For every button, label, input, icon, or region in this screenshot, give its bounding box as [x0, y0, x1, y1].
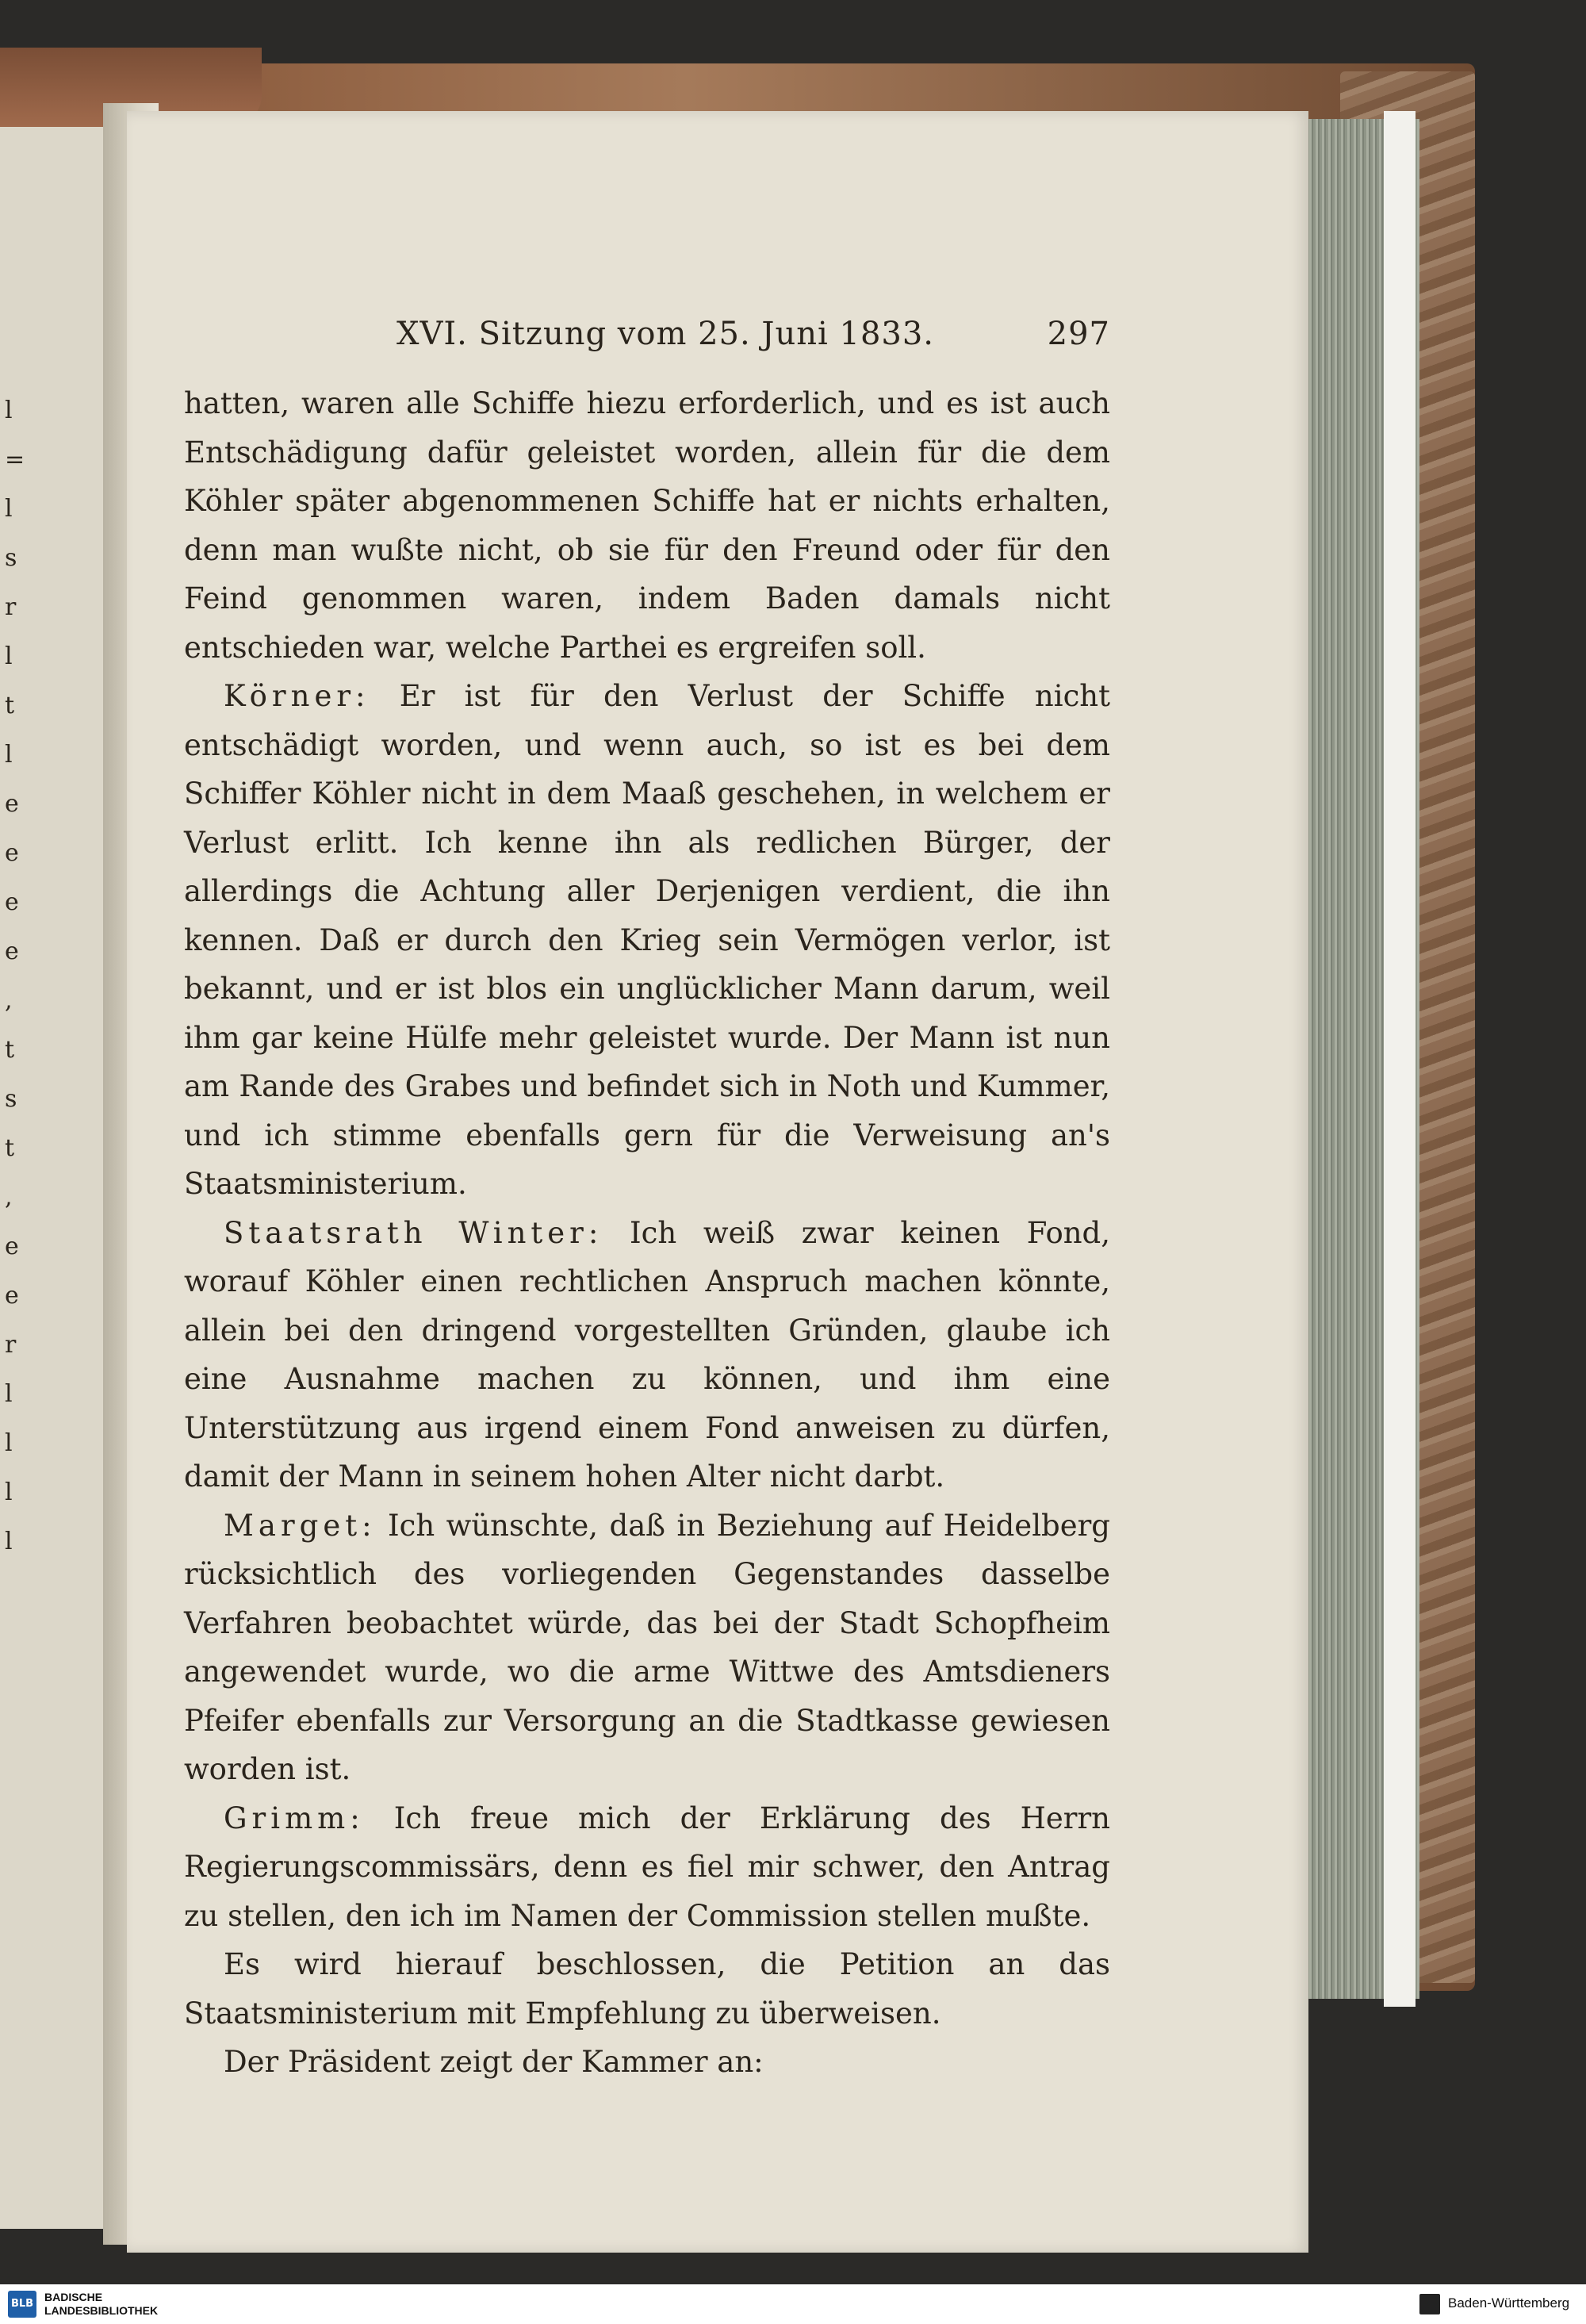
- speaker-name: Körner:: [224, 679, 370, 713]
- left-page-fragment: e: [5, 1233, 19, 1260]
- left-page-fragment: l: [5, 495, 13, 523]
- left-page-fragment: l: [5, 1528, 13, 1555]
- left-page-fragment: l: [5, 642, 13, 670]
- page-body-text: [184, 379, 1110, 2087]
- paragraph-text: Ich wünschte, daß in Beziehung auf Heidelberg rücksichtlich des vorliegenden Gegenstandes dasselbe Verfahren beobachtet würde, das bei der Stadt Schopfheim angewendet wurde, wo die arme Wittwe des Amtsdieners Pfeifer ebenfalls zur Versorgung an die Stadtkasse gewiesen worden ist.: [184, 1508, 1110, 1786]
- left-page-fragment: e: [5, 938, 19, 965]
- left-page-fragment: l: [5, 1380, 13, 1408]
- left-page-fragment: t: [5, 1036, 15, 1064]
- left-page-fragment: l: [5, 397, 13, 424]
- left-page-fragment: e: [5, 888, 19, 916]
- left-page-fragment: r: [5, 1331, 17, 1359]
- running-header: [396, 316, 1110, 363]
- paragraph-text: Er ist für den Verlust der Schiffe nicht entschädigt worden, und wenn auch, so ist es bei dem Schiffer Köhler nicht in dem Maaß geschehen, in welchem er Verlust erlitt. Ich kenne ihn als redlichen Bürger, der allerdings die Achtung aller Derjenigen verdient, die ihn kennen. Daß er durch den Krieg sein Vermögen verlor, ist bekannt, und er ist blos ein unglücklicher Mann darum, weil ihm gar keine Hülfe mehr geleistet wurde. Der Mann ist nun am Rande des Grabes und befindet sich in Noth und Kummer, und ich stimme ebenfalls gern für die Verweisung an's Staatsministerium.: [184, 679, 1110, 1201]
- paragraph-text: Der Präsident zeigt der Kammer an:: [224, 2045, 764, 2079]
- left-page-fragment: e: [5, 839, 19, 867]
- left-page-fragment: e: [5, 1282, 19, 1310]
- left-page-fragment: ,: [5, 987, 13, 1014]
- viewer-footer: [0, 2284, 1586, 2324]
- paragraph-text: Ich freue mich der Erklärung des Herrn Regierungscommissärs, denn es fiel mir schwer, den Antrag zu stellen, den ich im Namen der Commission stellen mußte.: [184, 1801, 1110, 1933]
- left-page-fragment: s: [5, 544, 17, 572]
- left-page-fragment: r: [5, 593, 17, 621]
- baden-wuerttemberg-label: Baden-Württemberg: [1448, 2295, 1570, 2311]
- paragraph: [184, 672, 1110, 1209]
- blb-name: [44, 2291, 158, 2318]
- baden-wuerttemberg-logo-icon: [1419, 2294, 1440, 2314]
- paragraph-text: hatten, waren alle Schiffe hiezu erforderlich, und es ist auch Entschädigung dafür geleistet worden, allein für die dem Köhler später abgenommenen Schiffe hat er nichts erhalten, denn man wußte nicht, ob sie für den Freund oder für den Feind genommen waren, indem Baden damals nicht entschieden war, welche Parthei es ergreifen soll.: [184, 386, 1110, 665]
- blb-name-line1: BADISCHE: [44, 2291, 103, 2303]
- left-page-fragment: l: [5, 1478, 13, 1506]
- left-page-fragment: =: [5, 446, 25, 474]
- left-page-fragment: s: [5, 1085, 17, 1113]
- speaker-name: Marget:: [224, 1508, 377, 1543]
- left-page-fragment: ,: [5, 1183, 13, 1211]
- paragraph: [184, 2038, 1110, 2087]
- paragraph-text: Ich weiß zwar keinen Fond, worauf Köhler einen rechtlichen Anspruch machen könnte, allein bei den dringend vorgestellten Gründen, glaube ich eine Ausnahme machen zu können, und ihm eine Unterstützung aus irgend einem Fond anweisen zu dürfen, damit der Mann in seinem hohen Alter nicht darbt.: [184, 1215, 1110, 1494]
- left-page-fragment: l: [5, 1429, 13, 1457]
- left-page-fragment: l: [5, 741, 13, 769]
- paragraph: [184, 379, 1110, 672]
- left-page-fragment: e: [5, 790, 19, 818]
- paragraph: [184, 1501, 1110, 1794]
- page-number: 297: [1047, 316, 1110, 352]
- endpaper-strip: [1384, 111, 1416, 2007]
- speaker-name: Staatsrath Winter:: [224, 1215, 603, 1250]
- header-title: XVI. Sitzung vom 25. Juni 1833.: [396, 316, 935, 352]
- paragraph: [184, 1940, 1110, 2038]
- left-page-fragment: t: [5, 1134, 15, 1162]
- paragraph-text: Es wird hierauf beschlossen, die Petition an das Staatsministerium mit Empfehlung zu überweisen.: [184, 1947, 1110, 2031]
- blb-logo-icon: BLB: [8, 2291, 36, 2318]
- blb-name-line2: LANDESBIBLIOTHEK: [44, 2304, 159, 2317]
- paragraph: [184, 1209, 1110, 1501]
- speaker-name: Grimm:: [224, 1801, 365, 1835]
- paragraph: [184, 1794, 1110, 1941]
- left-page-fragment: t: [5, 692, 15, 719]
